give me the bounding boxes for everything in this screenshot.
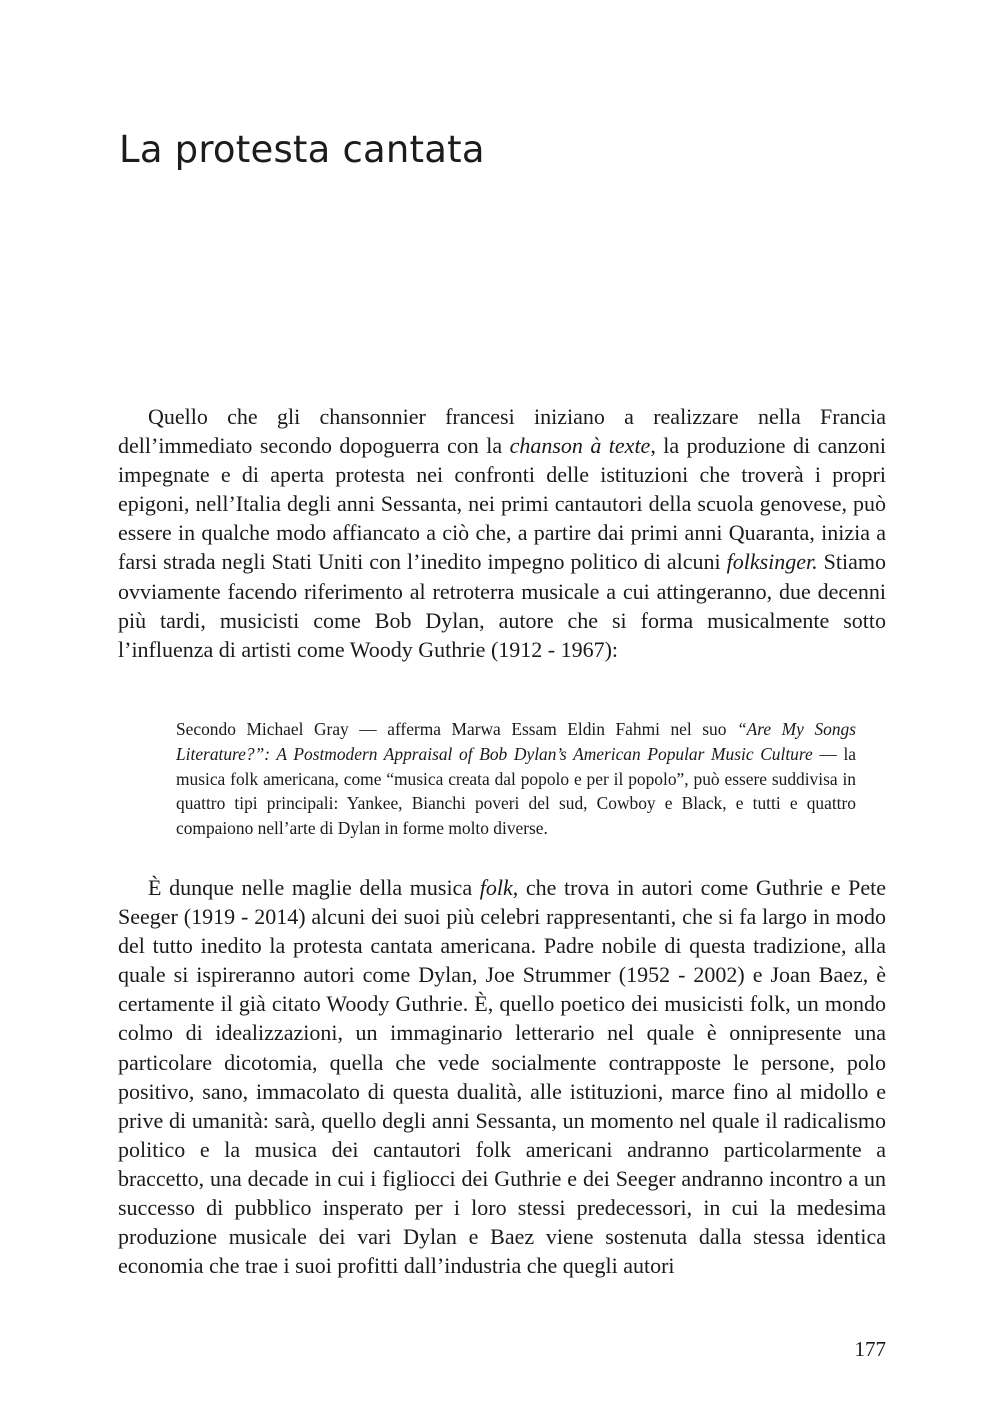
quote-text-a: Secondo Michael Gray — afferma Marwa Essam Eldin Fahmi nel suo xyxy=(176,719,737,739)
paragraph-1-text-a: Quello che gli chansonnier francesi iniziano a realizzare nella Francia dell’immediato secondo dopoguerra con la xyxy=(118,404,886,459)
paragraph-text xyxy=(118,873,886,1280)
quote-italic-title: “Are My Songs Literature?”: A Postmodern Appraisal of Bob Dylan’s American Popular Music Culture xyxy=(176,719,856,764)
block-quote xyxy=(176,717,856,841)
quote-text-b: — la musica folk americana, come “musica creata dal popolo e per il popolo”, può essere suddivisa in quattro tipi principali: Yankee, Bianchi poveri del sud, Cowboy e Black, e tutti e quattro compaiono nell’arte di Dylan in forme molto diverse. xyxy=(176,743,856,839)
paragraph-2-text-a: È dunque nelle maglie della musica xyxy=(148,875,480,900)
paragraph-1-text-b: , la produzione di canzoni impegnate e di aperta protesta nei confronti delle istituzioni che troverà i propri epigoni, nell’Italia degli anni Sessanta, nei primi cantautori della scuola genovese, può essere in qualche modo affiancato a ciò che, a partire dai primi anni Quaranta, inizia a farsi strada negli Stati Uniti con l’inedito impegno politico di alcuni xyxy=(118,433,886,575)
chapter-title: La protesta cantata xyxy=(119,128,485,171)
paragraph-1-text-c: Stiamo ovviamente facendo riferimento al retroterra musicale a cui attingeranno, due decenni più tardi, musicisti come Bob Dylan, autore che si forma musicalmente sotto l’influenza di artisti come Woody Guthrie (1912 - 1967): xyxy=(118,549,886,662)
body-paragraph-1 xyxy=(118,402,886,664)
paragraph-1-italic-chanson: chanson à texte xyxy=(509,433,651,459)
block-quote-text xyxy=(176,717,856,841)
page-number: 177 xyxy=(854,1337,886,1361)
paragraph-2-italic-folk: folk xyxy=(479,875,513,900)
paragraph-text xyxy=(118,402,886,664)
body-paragraph-2 xyxy=(118,873,886,1280)
paragraph-2-text-b: , che trova in autori come Guthrie e Pete Seeger (1919 - 2014) alcuni dei suoi più celebri rappresentanti, che si fa largo in modo del tutto inedito la protesta cantata americana. Padre nobile di questa tradizione, alla quale si ispireranno autori come Dylan, Joe Strummer (1952 - 2002) e Joan Baez, è certamente il già citato Woody Guthrie. È, quello poetico dei musicisti folk, un mondo colmo di idealizzazioni, un immaginario letterario nel quale è onnipresente una particolare dicotomia, quella che vede socialmente contrapposte le persone, polo positivo, sano, immacolato di questa dualità, alle istituzioni, marce fino al midollo e prive di umanità: sarà, quello degli anni Sessanta, un momento nel quale il radicalismo politico e la musica dei cantautori folk americani andranno particolarmente a braccetto, una decade in cui i figliocci dei Guthrie e dei Seeger andranno incontro a un successo di pubblico insperato per i loro stessi predecessori, in cui la medesima produzione musicale dei vari Dylan e Baez viene sostenuta dalla stessa identica economia che trae i suoi profitti dall’industria che quegli autori xyxy=(118,875,886,1279)
paragraph-1-italic-folksinger: folksinger. xyxy=(726,549,818,575)
